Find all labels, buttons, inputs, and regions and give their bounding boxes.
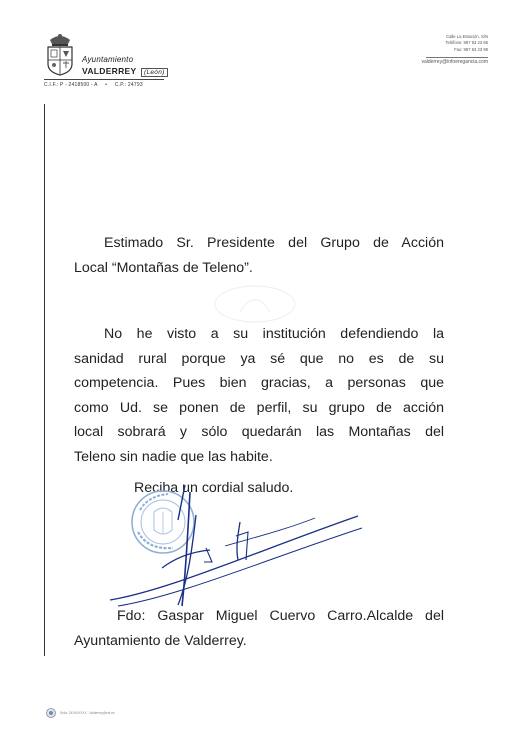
body-paragraph bbox=[74, 322, 444, 470]
header-rule bbox=[44, 79, 164, 80]
coat-of-arms-icon bbox=[44, 30, 76, 76]
postal-code: C.P.: 24793 bbox=[114, 82, 143, 88]
contact-block bbox=[445, 34, 488, 53]
body-line: No he visto a su institución defendiendo la bbox=[104, 326, 444, 342]
contact-fax: Fax: 987 63 23 98 bbox=[454, 46, 488, 52]
margin-line bbox=[44, 104, 45, 656]
town-name: VALDERREY bbox=[82, 66, 137, 76]
seal-icon bbox=[46, 708, 56, 718]
body-line: Teleno sin nadie que las habite. bbox=[74, 448, 273, 465]
watermark-crest-icon bbox=[210, 282, 300, 327]
closing-text: Reciba un cordial saludo. bbox=[134, 480, 294, 496]
separator-dot: • bbox=[105, 82, 108, 88]
signed-by-line: Fdo: Gaspar Miguel Cuervo Carro.Alcalde del bbox=[117, 608, 444, 624]
signed-by-line: Ayuntamiento de Valderrey. bbox=[74, 633, 247, 649]
greeting-line: Local “Montañas de Teleno”. bbox=[74, 259, 253, 276]
contact-email: valderrey@infoeregancia.com bbox=[421, 59, 488, 65]
body-line: local sobrará y sólo quedarán las Montañas del bbox=[74, 424, 444, 441]
body-line: como Ud. se ponen de perfil, su grupo de acción bbox=[74, 399, 444, 416]
greeting-paragraph bbox=[74, 231, 444, 280]
province-label: (León) bbox=[141, 68, 168, 77]
contact-address: Calle La Estación, S/N bbox=[446, 34, 488, 39]
body-line: sanidad rural porque ya sé que no es de su bbox=[74, 350, 444, 367]
contact-phone: Teléfono: 987 63 23 66 bbox=[445, 40, 488, 46]
org-name: Ayuntamiento bbox=[82, 55, 134, 64]
body-line: competencia. Pues bien gracias, a personas que bbox=[74, 375, 444, 392]
contact-rule bbox=[426, 57, 488, 58]
org-town bbox=[82, 66, 168, 76]
cif-line bbox=[44, 82, 149, 88]
cif-number: C.I.F.: P - 2418500 - A bbox=[44, 82, 98, 88]
footer-text: Sello: 2419XXXXX - Valderrey@ext.es bbox=[60, 711, 115, 715]
greeting-line: Estimado Sr. Presidente del Grupo de Acción bbox=[104, 235, 444, 251]
